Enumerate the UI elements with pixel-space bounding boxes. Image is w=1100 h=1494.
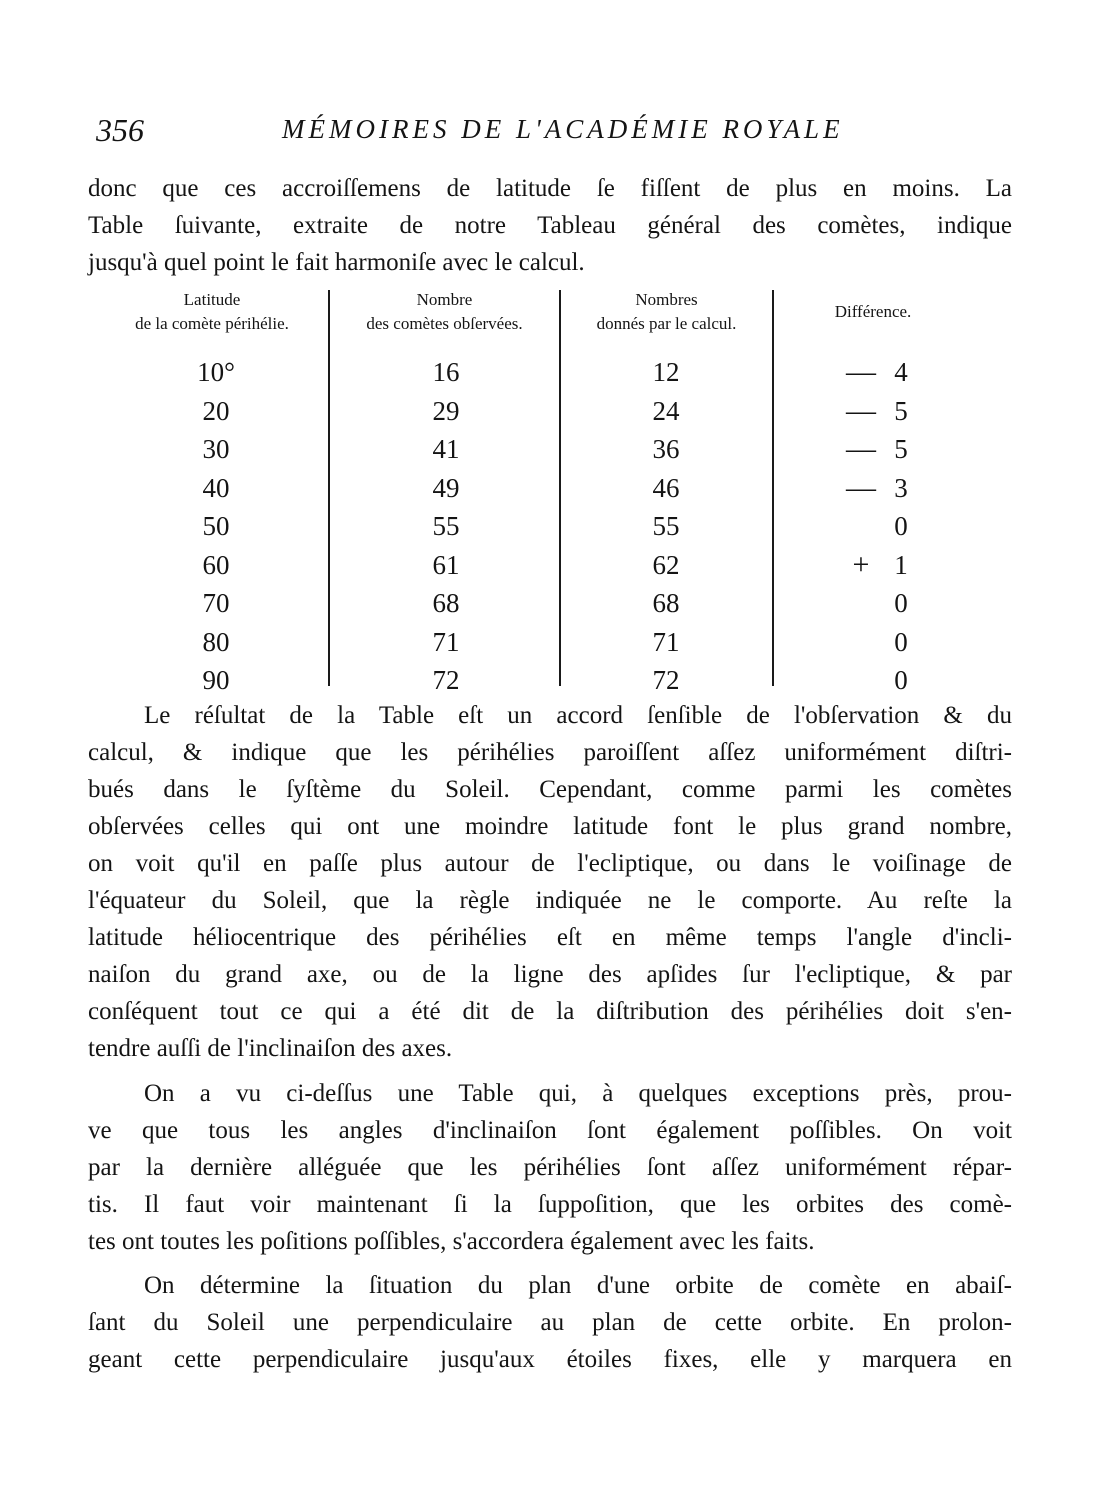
text-line: On a vu ci-deſſus une Table qui, à quelques exceptions près, prou- xyxy=(144,1080,1012,1107)
text-line: tendre auſſi de l'inclinaiſon des axes. xyxy=(88,1035,453,1062)
table-cell-difference xyxy=(836,662,916,698)
column-rule xyxy=(328,290,330,686)
column-rule xyxy=(559,290,561,686)
paragraph-inclination xyxy=(88,1075,1012,1260)
table-cell-computed: 68 xyxy=(652,588,680,618)
table-cell-computed: 36 xyxy=(652,434,680,464)
table-cell-difference xyxy=(836,393,916,429)
table-cell-computed: 55 xyxy=(652,511,680,541)
table-cell-computed: 46 xyxy=(652,472,680,503)
text-line: ſant du Soleil une perpendiculaire au plan de cette orbite. En prolon- xyxy=(88,1309,1012,1336)
table-cell-observed: 16 xyxy=(432,357,460,387)
header-line: Nombres xyxy=(635,290,698,309)
table-cell-computed: 62 xyxy=(652,549,680,580)
table-cell-latitude: 60 xyxy=(202,549,230,580)
text-line: par la dernière alléguée que les périhélies ſont aſſez uniformément répar- xyxy=(88,1154,1012,1181)
paragraph-orbit-plane xyxy=(88,1267,1012,1378)
table-cell-computed: 72 xyxy=(652,665,680,695)
page-number: 356 xyxy=(96,112,144,148)
paragraph-result xyxy=(88,697,1012,1067)
header-line: Latitude xyxy=(183,290,241,309)
difference-sign: — xyxy=(846,393,876,427)
difference-value: 0 xyxy=(894,511,908,541)
difference-value: 3 xyxy=(894,472,908,503)
table-cell-observed: 55 xyxy=(432,511,460,541)
text-line: jusqu'à quel point le fait harmoniſe avec le calcul. xyxy=(88,249,585,276)
text-line: ve que tous les angles d'inclinaiſon ſont également poſſibles. On voit xyxy=(88,1117,1012,1144)
table-cell-latitude: 90 xyxy=(202,665,230,695)
header-line: donnés par le calcul. xyxy=(596,314,737,333)
table-cell-latitude: 70 xyxy=(202,588,230,618)
intro-paragraph xyxy=(88,170,1012,281)
table-cell-difference xyxy=(836,470,916,506)
text-line: tis. Il faut voir maintenant ſi la ſuppoſition, que les orbites des comè- xyxy=(88,1191,1012,1218)
table-cell-latitude: 80 xyxy=(202,626,230,657)
text-line: conſéquent tout ce qui a été dit de la diſtribution des périhélies doit s'en- xyxy=(88,998,1012,1025)
table-cell-observed: 29 xyxy=(432,395,460,426)
column-rule xyxy=(772,290,774,686)
difference-sign: — xyxy=(846,470,876,504)
table-cell-latitude: 40 xyxy=(202,472,230,503)
difference-value: 4 xyxy=(894,357,908,387)
table-cell-latitude: 20 xyxy=(202,395,230,426)
difference-value: 5 xyxy=(894,434,908,464)
table-cell-observed: 72 xyxy=(432,665,460,695)
text-line: l'équateur du Soleil, que la règle indiquée ne le comporte. Au reſte la xyxy=(88,887,1012,914)
table-cell-observed: 61 xyxy=(432,549,460,580)
difference-value: 1 xyxy=(894,549,908,580)
header-title: MÉMOIRES DE L'ACADÉMIE ROYALE xyxy=(282,114,844,144)
difference-value: 0 xyxy=(894,626,908,657)
text-line: tes ont toutes les poſitions poſſibles, s'accordera également avec les faits. xyxy=(88,1228,815,1255)
header-latitude xyxy=(96,288,328,336)
table-cell-observed: 49 xyxy=(432,472,460,503)
header-line: de la comète périhélie. xyxy=(135,314,289,333)
text-line: calcul, & indique que les périhélies paroiſſent aſſez uniformément diſtri- xyxy=(88,739,1012,766)
table-cell-latitude: 30 xyxy=(202,434,230,464)
table-cell-difference xyxy=(836,624,916,660)
text-line: donc que ces accroiſſemens de latitude ſe fiſſent de plus en moins. La xyxy=(88,175,1012,202)
table-cell-difference xyxy=(836,354,916,390)
header-line: Différence. xyxy=(834,302,912,321)
header-line: Nombre xyxy=(416,290,473,309)
table-cell-computed: 12 xyxy=(652,357,680,387)
table-cell-latitude: 10° xyxy=(197,357,235,387)
difference-value: 5 xyxy=(894,395,908,426)
table-cell-latitude: 50 xyxy=(202,511,230,541)
header-difference xyxy=(774,300,972,324)
table-cell-observed: 41 xyxy=(432,434,460,464)
difference-sign: — xyxy=(846,432,876,465)
table-cell-difference xyxy=(836,508,916,544)
header-observed xyxy=(330,288,559,336)
table-cell-difference xyxy=(836,431,916,467)
difference-value: 0 xyxy=(894,665,908,695)
comet-latitude-table xyxy=(96,288,972,695)
text-line: on voit qu'il en paſſe plus autour de l'ecliptique, ou dans le voiſinage de xyxy=(88,850,1012,877)
table-cell-observed: 71 xyxy=(432,626,460,657)
difference-sign: + xyxy=(852,547,870,581)
running-head xyxy=(96,112,1008,152)
table-cell-computed: 71 xyxy=(652,626,680,657)
text-line: bués dans le ſyſtème du Soleil. Cependant, comme parmi les comètes xyxy=(88,776,1012,803)
text-line: obſervées celles qui ont une moindre latitude font le plus grand nombre, xyxy=(88,813,1012,840)
table-cell-computed: 24 xyxy=(652,395,680,426)
text-line: On détermine la ſituation du plan d'une orbite de comète en abaiſ- xyxy=(144,1272,1012,1299)
text-line: geant cette perpendiculaire jusqu'aux étoiles fixes, elle y marquera en xyxy=(88,1346,1012,1373)
table-cell-difference xyxy=(836,585,916,621)
text-line: Table ſuivante, extraite de notre Tableau général des comètes, indique xyxy=(88,212,1012,239)
text-line: Le réſultat de la Table eſt un accord ſenſible de l'obſervation & du xyxy=(144,702,1012,729)
header-computed xyxy=(561,288,772,336)
difference-value: 0 xyxy=(894,588,908,618)
difference-sign: — xyxy=(846,355,876,388)
table-cell-difference xyxy=(836,547,916,583)
header-line: des comètes obſervées. xyxy=(366,314,523,333)
text-line: naiſon du grand axe, ou de la ligne des apſides ſur l'ecliptique, & par xyxy=(88,961,1012,988)
table-cell-observed: 68 xyxy=(432,588,460,618)
text-line: latitude héliocentrique des périhélies eſt en même temps l'angle d'incli- xyxy=(88,924,1012,951)
